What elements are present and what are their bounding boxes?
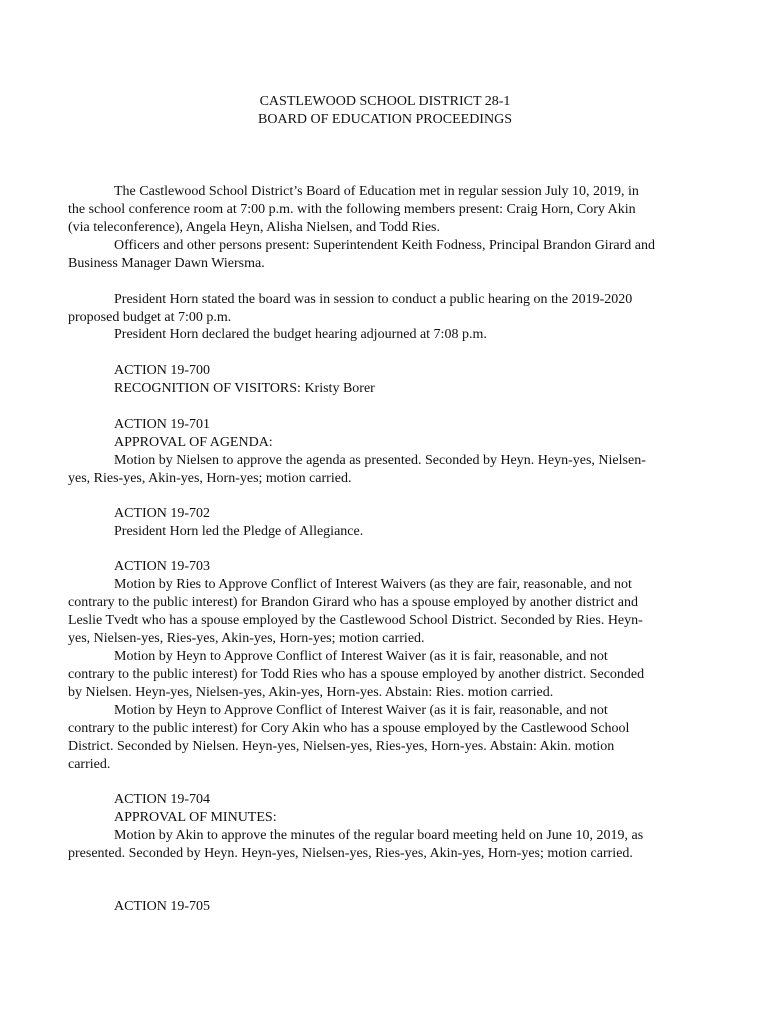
text-line: Officers and other persons present: Superintendent Keith Fodness, Principal Brandon Girard and <box>114 238 655 253</box>
text-line: Motion by Akin to approve the minutes of the regular board meeting held on June 10, 2019, as <box>114 828 644 843</box>
action-heading: ACTION 19-703 <box>114 559 211 574</box>
text-line: APPROVAL OF MINUTES: <box>114 810 277 825</box>
action-heading: ACTION 19-705 <box>114 899 211 914</box>
title-line-1: CASTLEWOOD SCHOOL DISTRICT 28-1 <box>259 94 511 109</box>
action-heading: ACTION 19-701 <box>114 417 211 432</box>
text-line: Leslie Tvedt who has a spouse employed by the Castlewood School District. Seconded by Ries. Heyn- <box>68 613 643 628</box>
text-line: presented. Seconded by Heyn. Heyn-yes, Nielsen-yes, Ries-yes, Akin-yes, Horn-yes; motion carried. <box>68 846 633 861</box>
text-line: by Nielsen. Heyn-yes, Nielsen-yes, Akin-yes, Horn-yes. Abstain: Ries. motion carried. <box>68 685 554 700</box>
text-line: Motion by Ries to Approve Conflict of Interest Waivers (as they are fair, reasonable, and not <box>114 577 632 592</box>
text-line: Motion by Heyn to Approve Conflict of Interest Waiver (as it is fair, reasonable, and not <box>114 703 608 718</box>
text-line: contrary to the public interest) for Brandon Girard who has a spouse employed by another district and <box>68 595 638 610</box>
text-line: The Castlewood School District’s Board of Education met in regular session July 10, 2019, in <box>114 184 639 199</box>
action-heading: ACTION 19-700 <box>114 363 211 378</box>
text-line: yes, Ries-yes, Akin-yes, Horn-yes; motion carried. <box>68 471 352 486</box>
text-line: Motion by Nielsen to approve the agenda as presented. Seconded by Heyn. Heyn-yes, Nielsen- <box>114 453 646 468</box>
text-line: (via teleconference), Angela Heyn, Alisha Nielsen, and Todd Ries. <box>68 220 440 235</box>
text-line: the school conference room at 7:00 p.m. with the following members present: Craig Horn, Cory Akin <box>68 202 636 217</box>
action-heading: ACTION 19-702 <box>114 506 211 521</box>
text-line: contrary to the public interest) for Todd Ries who has a spouse employed by another district. Seconded <box>68 667 645 682</box>
text-line: President Horn stated the board was in session to conduct a public hearing on the 2019-2020 <box>114 292 633 307</box>
text-line: District. Seconded by Nielsen. Heyn-yes, Nielsen-yes, Ries-yes, Horn-yes. Abstain: Akin. motion <box>68 739 615 754</box>
text-line: yes, Nielsen-yes, Ries-yes, Akin-yes, Horn-yes; motion carried. <box>68 631 425 646</box>
text-line: APPROVAL OF AGENDA: <box>114 435 273 450</box>
text-line: RECOGNITION OF VISITORS: Kristy Borer <box>114 381 375 396</box>
action-heading: ACTION 19-704 <box>114 792 211 807</box>
text-line: Business Manager Dawn Wiersma. <box>68 256 265 271</box>
text-line: President Horn declared the budget hearing adjourned at 7:08 p.m. <box>114 327 487 342</box>
text-line: carried. <box>68 757 111 772</box>
text-line: contrary to the public interest) for Cory Akin who has a spouse employed by the Castlewood School <box>68 721 630 736</box>
text-line: Motion by Heyn to Approve Conflict of Interest Waiver (as it is fair, reasonable, and not <box>114 649 608 664</box>
text-line: President Horn led the Pledge of Allegiance. <box>114 524 364 539</box>
title-line-2: BOARD OF EDUCATION PROCEEDINGS <box>258 112 512 127</box>
text-line: proposed budget at 7:00 p.m. <box>68 310 232 325</box>
